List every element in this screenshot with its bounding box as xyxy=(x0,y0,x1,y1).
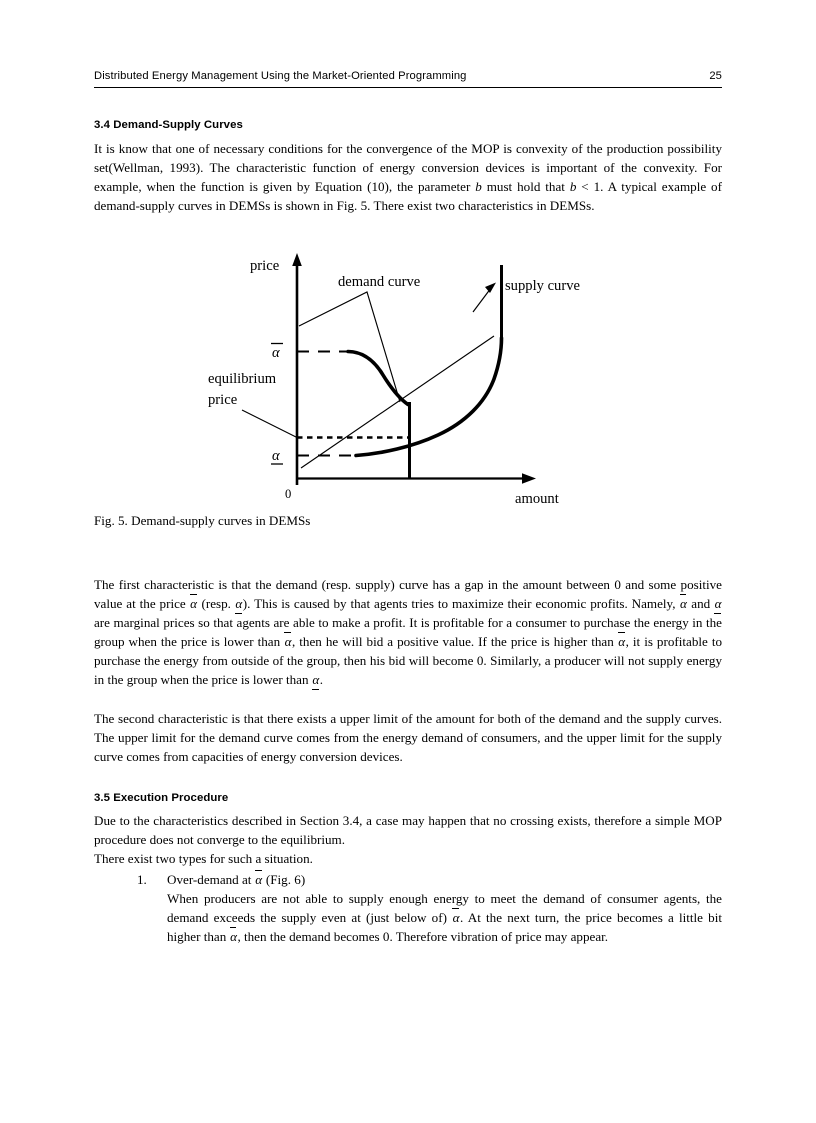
list-item-number: 1. xyxy=(137,872,147,887)
alpha-under-inline-3: α xyxy=(312,670,320,689)
alpha-bar-label xyxy=(271,344,283,362)
alpha-bar-inline-5: α xyxy=(255,870,263,889)
list-item-body-a: When producers are not able to supply enough energy to meet the demand of consumer agents, the demand exceeds the supply even at (just below of) xyxy=(167,891,722,926)
figure-5-svg xyxy=(90,240,726,510)
origin-label: 0 xyxy=(285,487,292,501)
para-text-a: It is know that one of necessary conditions for the convergence of the MOP is convexity of the production possibility set(Wellman, 1993). The characteristic function of energy conversion devices is important of the convexity. For example, when the function is given by Equation (10), the parameter xyxy=(94,141,722,195)
figure-5-caption: Fig. 5. Demand-supply curves in DEMSs xyxy=(94,513,311,528)
list-item-title-a: Over-demand at xyxy=(167,872,255,887)
p2-text-d: and xyxy=(687,596,715,612)
alpha-bar-inline-7: α xyxy=(230,927,238,946)
alpha-bar-inline-6: α xyxy=(452,908,460,927)
alpha-under-label xyxy=(271,448,283,464)
supply-curve-leader-line xyxy=(473,283,496,313)
y-axis xyxy=(292,253,302,485)
header-rule xyxy=(94,87,722,88)
alpha-bar-inline-3: α xyxy=(284,632,292,651)
p2-text-e: are marginal prices so that agents are able to make a profit. It is profitable for a consumer to purchase the energy in the group when the price is lower than xyxy=(94,615,722,650)
list-item xyxy=(137,870,722,946)
section-heading-3-5: 3.5 Execution Procedure xyxy=(94,792,229,804)
svg-text:α: α xyxy=(272,345,280,361)
axis-label-price: price xyxy=(250,258,280,274)
p2-text-a: The first characteristic is that the demand (resp. supply) curve has a gap in the amount between 0 and some positive value at the price xyxy=(94,577,722,612)
list-item-body xyxy=(167,870,722,946)
paragraph-first-characteristic xyxy=(94,575,722,689)
paragraph-3-4-intro xyxy=(94,139,722,215)
para-text-b: must hold that xyxy=(481,179,570,195)
p2-text-g: , it is profitable to purchase the energy from outside of the group, then his bid will become 0. Similarly, a producer will not supply energy in the group when the price is lower than xyxy=(94,634,722,688)
inline-inequality: < 1. xyxy=(576,179,604,195)
paragraph-second-characteristic: The second characteristic is that there exists a upper limit of the amount for both of the demand and the supply curves. The upper limit for the demand curve comes from the energy demand of consumers, and the upper limit for the supply curve comes from capacities of energy conversion devices. xyxy=(94,711,722,765)
list-item-title-b: (Fig. 6) xyxy=(262,872,306,887)
paragraph-two-types: There exist two types for such a situation. xyxy=(94,851,313,866)
equilibrium-price-label-line1: equilibrium xyxy=(208,371,277,387)
equilibrium-price-label-line2: price xyxy=(208,392,238,408)
para-text-c: A typical example of demand-supply curves in DEMSs is shown in Fig. 5. There exist two characteristics in DEMSs. xyxy=(94,179,722,214)
x-axis xyxy=(297,473,536,483)
list-item-body-b: . At the next turn, the price becomes a little bit higher than xyxy=(167,910,722,945)
p2-text-f: , then he will bid a positive value. If the price is higher than xyxy=(292,634,618,650)
p2-text-c: ). This is caused by that agents tries to maximize their economic profits. Namely, xyxy=(242,596,680,612)
running-head xyxy=(94,70,722,92)
figure-5-demand-supply-curves xyxy=(90,240,726,510)
paragraph-3-5-intro: Due to the characteristics described in Section 3.4, a case may happen that no crossing exists, therefore a simple MOP procedure does not converge to the equilibrium. xyxy=(94,813,722,848)
section-heading-3-4: 3.4 Demand-Supply Curves xyxy=(94,119,243,131)
supply-curve xyxy=(356,265,502,456)
equilibrium-price-leader-line xyxy=(242,410,298,438)
variable-b-1: b xyxy=(475,179,482,195)
alpha-bar-inline-2: α xyxy=(679,594,687,613)
demand-curve-label: demand curve xyxy=(338,274,421,290)
variable-b-2: b xyxy=(569,179,577,195)
list-item-body-c: , then the demand becomes 0. Therefore vibration of price may appear. xyxy=(237,929,609,945)
p2-text-h: . xyxy=(319,672,323,688)
supply-curve-label: supply curve xyxy=(505,278,580,294)
alpha-bar-inline-4: α xyxy=(618,632,626,651)
page-number: 25 xyxy=(709,70,722,82)
svg-text:α: α xyxy=(272,448,280,464)
alpha-under-inline-1: α xyxy=(235,594,243,613)
running-head-title: Distributed Energy Management Using the Market-Oriented Programming xyxy=(94,70,467,82)
demand-curve-leader-line xyxy=(299,292,400,402)
axis-label-amount: amount xyxy=(515,491,559,507)
alpha-under-inline-2: α xyxy=(714,594,722,613)
p2-text-b: (resp. xyxy=(197,596,235,612)
alpha-bar-inline-1: α xyxy=(190,594,198,613)
